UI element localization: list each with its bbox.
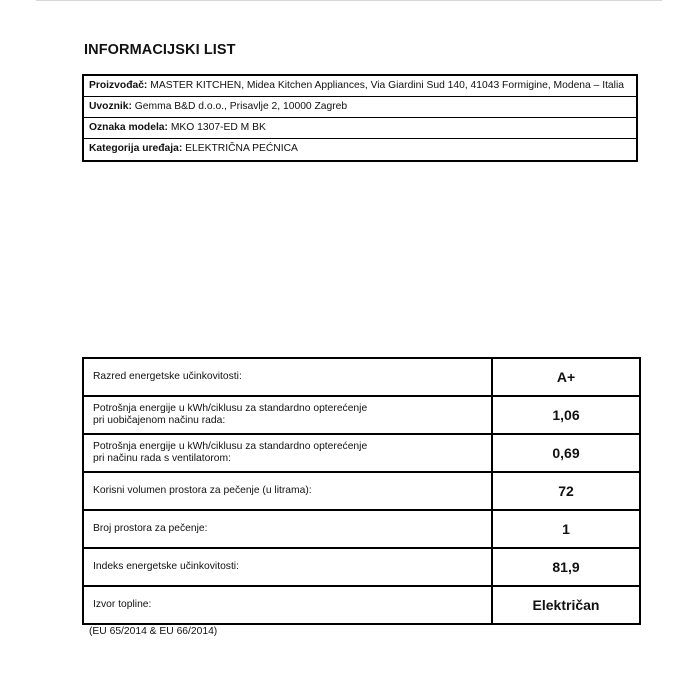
energy-desc: [83, 358, 492, 396]
table-row: [83, 472, 640, 510]
energy-desc: [83, 472, 492, 510]
energy-desc-line: Broj prostora za pečenje:: [93, 523, 208, 534]
energy-desc-line: Potrošnja energije u kWh/ciklusu za standardno opterećenje: [93, 441, 368, 452]
table-row: [83, 510, 640, 548]
energy-desc-line: Izvor topline:: [93, 599, 152, 610]
energy-value: Električan: [492, 586, 640, 624]
energy-desc: [83, 510, 492, 548]
info-label: Oznaka modela:: [89, 122, 168, 133]
info-row-manufacturer: [84, 76, 636, 97]
table-row: [83, 396, 640, 434]
table-row: [83, 586, 640, 624]
energy-desc: [83, 586, 492, 624]
energy-desc-line: Korisni volumen prostora za pečenje (u litrama):: [93, 485, 312, 496]
document-title: INFORMACIJSKI LIST: [84, 42, 236, 58]
top-rule: [36, 0, 662, 1]
energy-desc-line: Potrošnja energije u kWh/ciklusu za standardno opterećenje: [93, 403, 368, 414]
energy-table: [82, 357, 641, 625]
energy-value: A+: [492, 358, 640, 396]
info-row-category: [84, 139, 636, 160]
info-row-importer: [84, 97, 636, 118]
energy-desc-line: Indeks energetske učinkovitosti:: [93, 561, 239, 572]
table-row: [83, 434, 640, 472]
energy-desc-line: pri načinu rada s ventilatorom:: [93, 453, 231, 464]
energy-desc: [83, 434, 492, 472]
table-row: [83, 548, 640, 586]
energy-value: 1: [492, 510, 640, 548]
info-label: Uvoznik:: [89, 101, 132, 112]
energy-value: 81,9: [492, 548, 640, 586]
energy-desc: [83, 396, 492, 434]
info-value: MASTER KITCHEN, Midea Kitchen Appliances, Via Giardini Sud 140, 41043 Formigine, Modena – Italia: [150, 80, 624, 91]
energy-desc: [83, 548, 492, 586]
energy-desc-line: Razred energetske učinkovitosti:: [93, 371, 242, 382]
energy-value: 1,06: [492, 396, 640, 434]
energy-value: 72: [492, 472, 640, 510]
energy-desc-line: pri uobičajenom načinu rada:: [93, 415, 226, 426]
table-row: [83, 358, 640, 396]
info-value: ELEKTRIČNA PEĆNICA: [185, 143, 298, 154]
regulation-footnote: (EU 65/2014 & EU 66/2014): [89, 626, 218, 637]
info-row-model: [84, 118, 636, 139]
info-label: Proizvođač:: [89, 80, 148, 91]
info-label: Kategorija uređaja:: [89, 143, 183, 154]
energy-value: 0,69: [492, 434, 640, 472]
info-value: Gemma B&D d.o.o., Prisavlje 2, 10000 Zagreb: [134, 101, 348, 112]
product-info-table: [82, 74, 638, 162]
info-value: MKO 1307-ED M BK: [170, 122, 266, 133]
